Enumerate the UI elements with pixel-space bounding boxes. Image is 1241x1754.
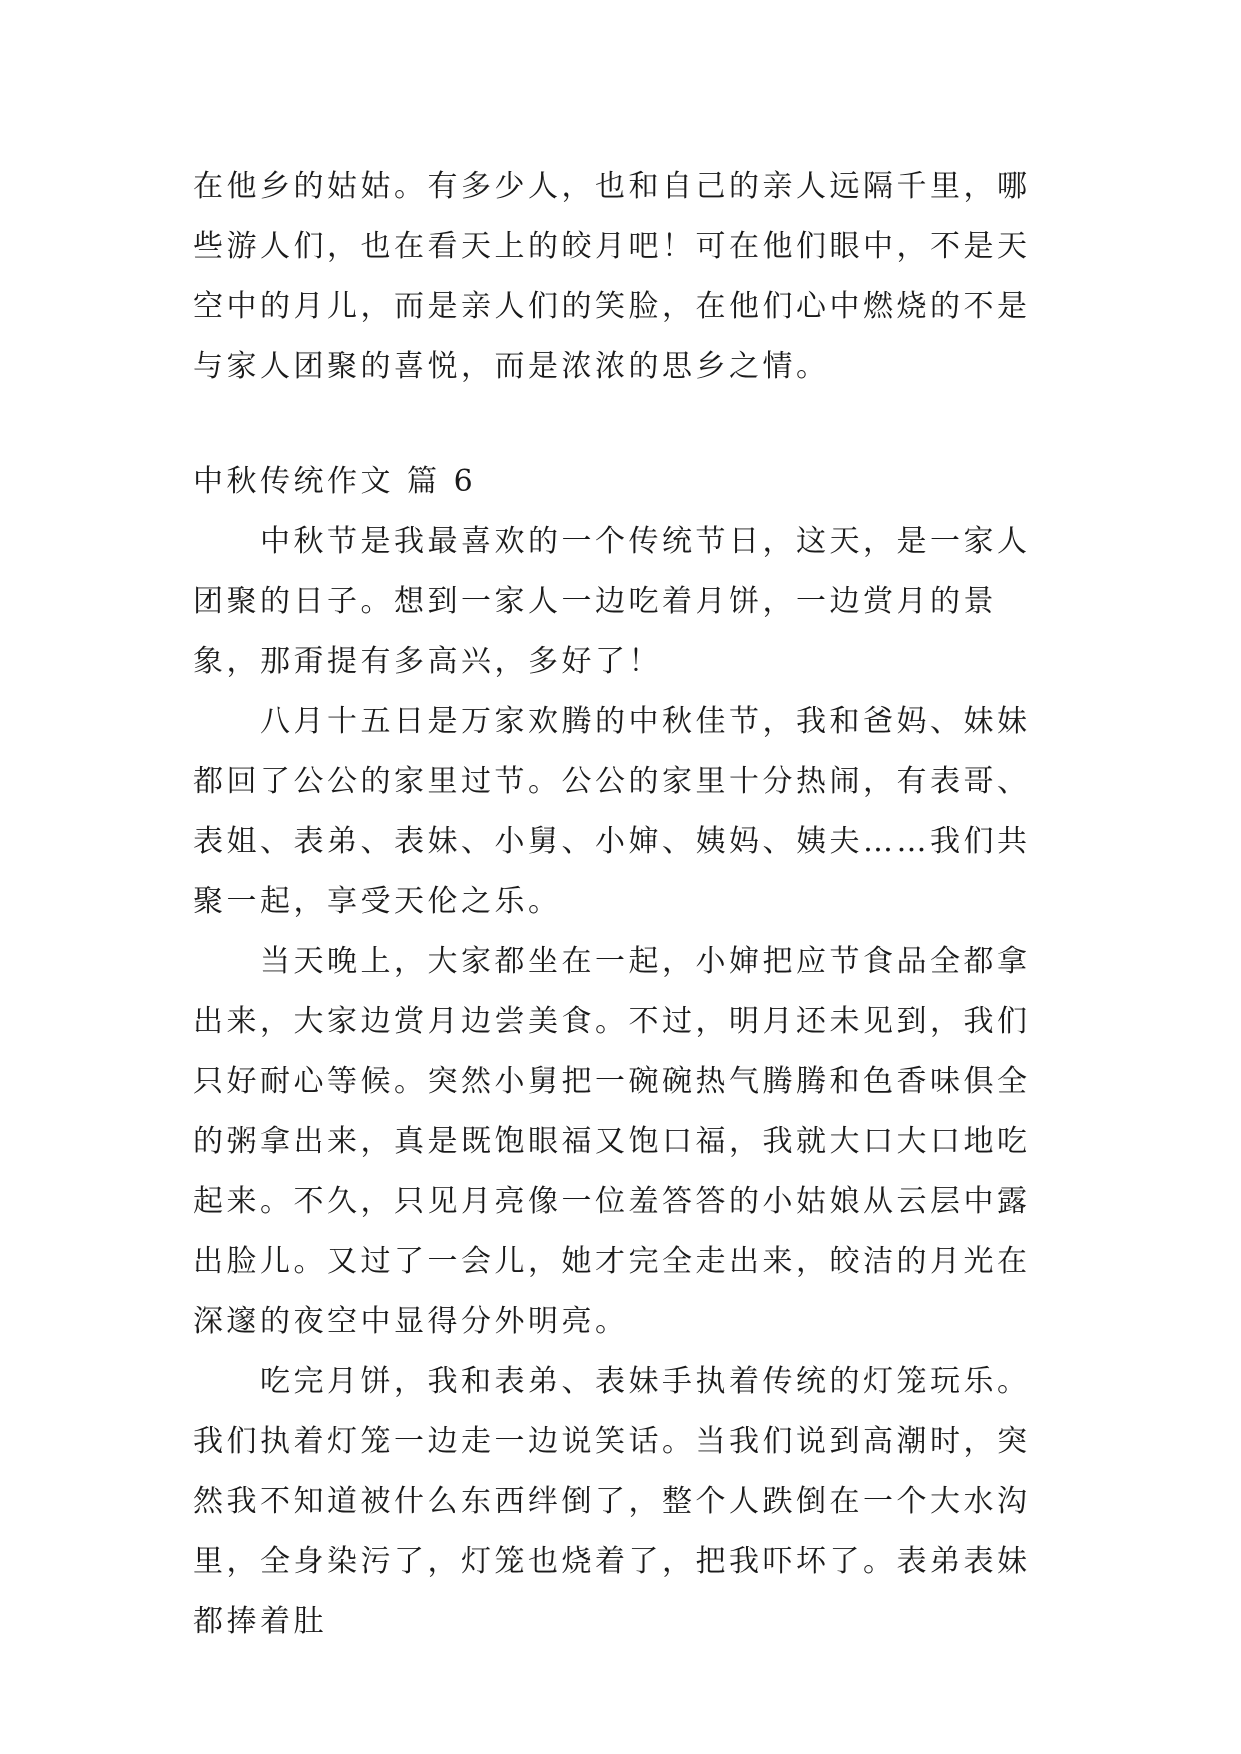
section-heading: 中秋传统作文 篇 6 bbox=[193, 464, 477, 499]
essay-paragraph: 中秋节是我最喜欢的一个传统节日，这天，是一家人团聚的日子。想到一家人一边吃着月饼，一边赏月的景象，那甭提有多高兴，多好了！ bbox=[193, 524, 1031, 679]
continuation-paragraph: 在他乡的姑姑。有多少人，也和自己的亲人远隔千里，哪些游人们，也在看天上的皎月吧！可在他们眼中，不是天空中的月儿，而是亲人们的笑脸，在他们心中燃烧的不是与家人团聚的喜悦，而是浓浓的思乡之情。 bbox=[193, 169, 1031, 384]
continuation-text-block bbox=[193, 157, 1053, 397]
essay-paragraph: 吃完月饼，我和表弟、表妹手执着传统的灯笼玩乐。我们执着灯笼一边走一边说笑话。当我们说到高潮时，突然我不知道被什么东西绊倒了，整个人跌倒在一个大水沟里，全身染污了，灯笼也烧着了，把我吓坏了。表弟表妹都捧着肚 bbox=[193, 1364, 1031, 1639]
essay-body bbox=[193, 512, 1053, 1652]
essay-paragraph: 八月十五日是万家欢腾的中秋佳节，我和爸妈、妹妹都回了公公的家里过节。公公的家里十分热闹，有表哥、表姐、表弟、表妹、小舅、小婶、姨妈、姨夫……我们共聚一起，享受天伦之乐。 bbox=[193, 704, 1031, 919]
essay-paragraph: 当天晚上，大家都坐在一起，小婶把应节食品全都拿出来，大家边赏月边尝美食。不过，明月还未见到，我们只好耐心等候。突然小舅把一碗碗热气腾腾和色香味俱全的粥拿出来，真是既饱眼福又饱口福，我就大口大口地吃起来。不久，只见月亮像一位羞答答的小姑娘从云层中露出脸儿。又过了一会儿，她才完全走出来，皎洁的月光在深邃的夜空中显得分外明亮。 bbox=[193, 944, 1031, 1339]
